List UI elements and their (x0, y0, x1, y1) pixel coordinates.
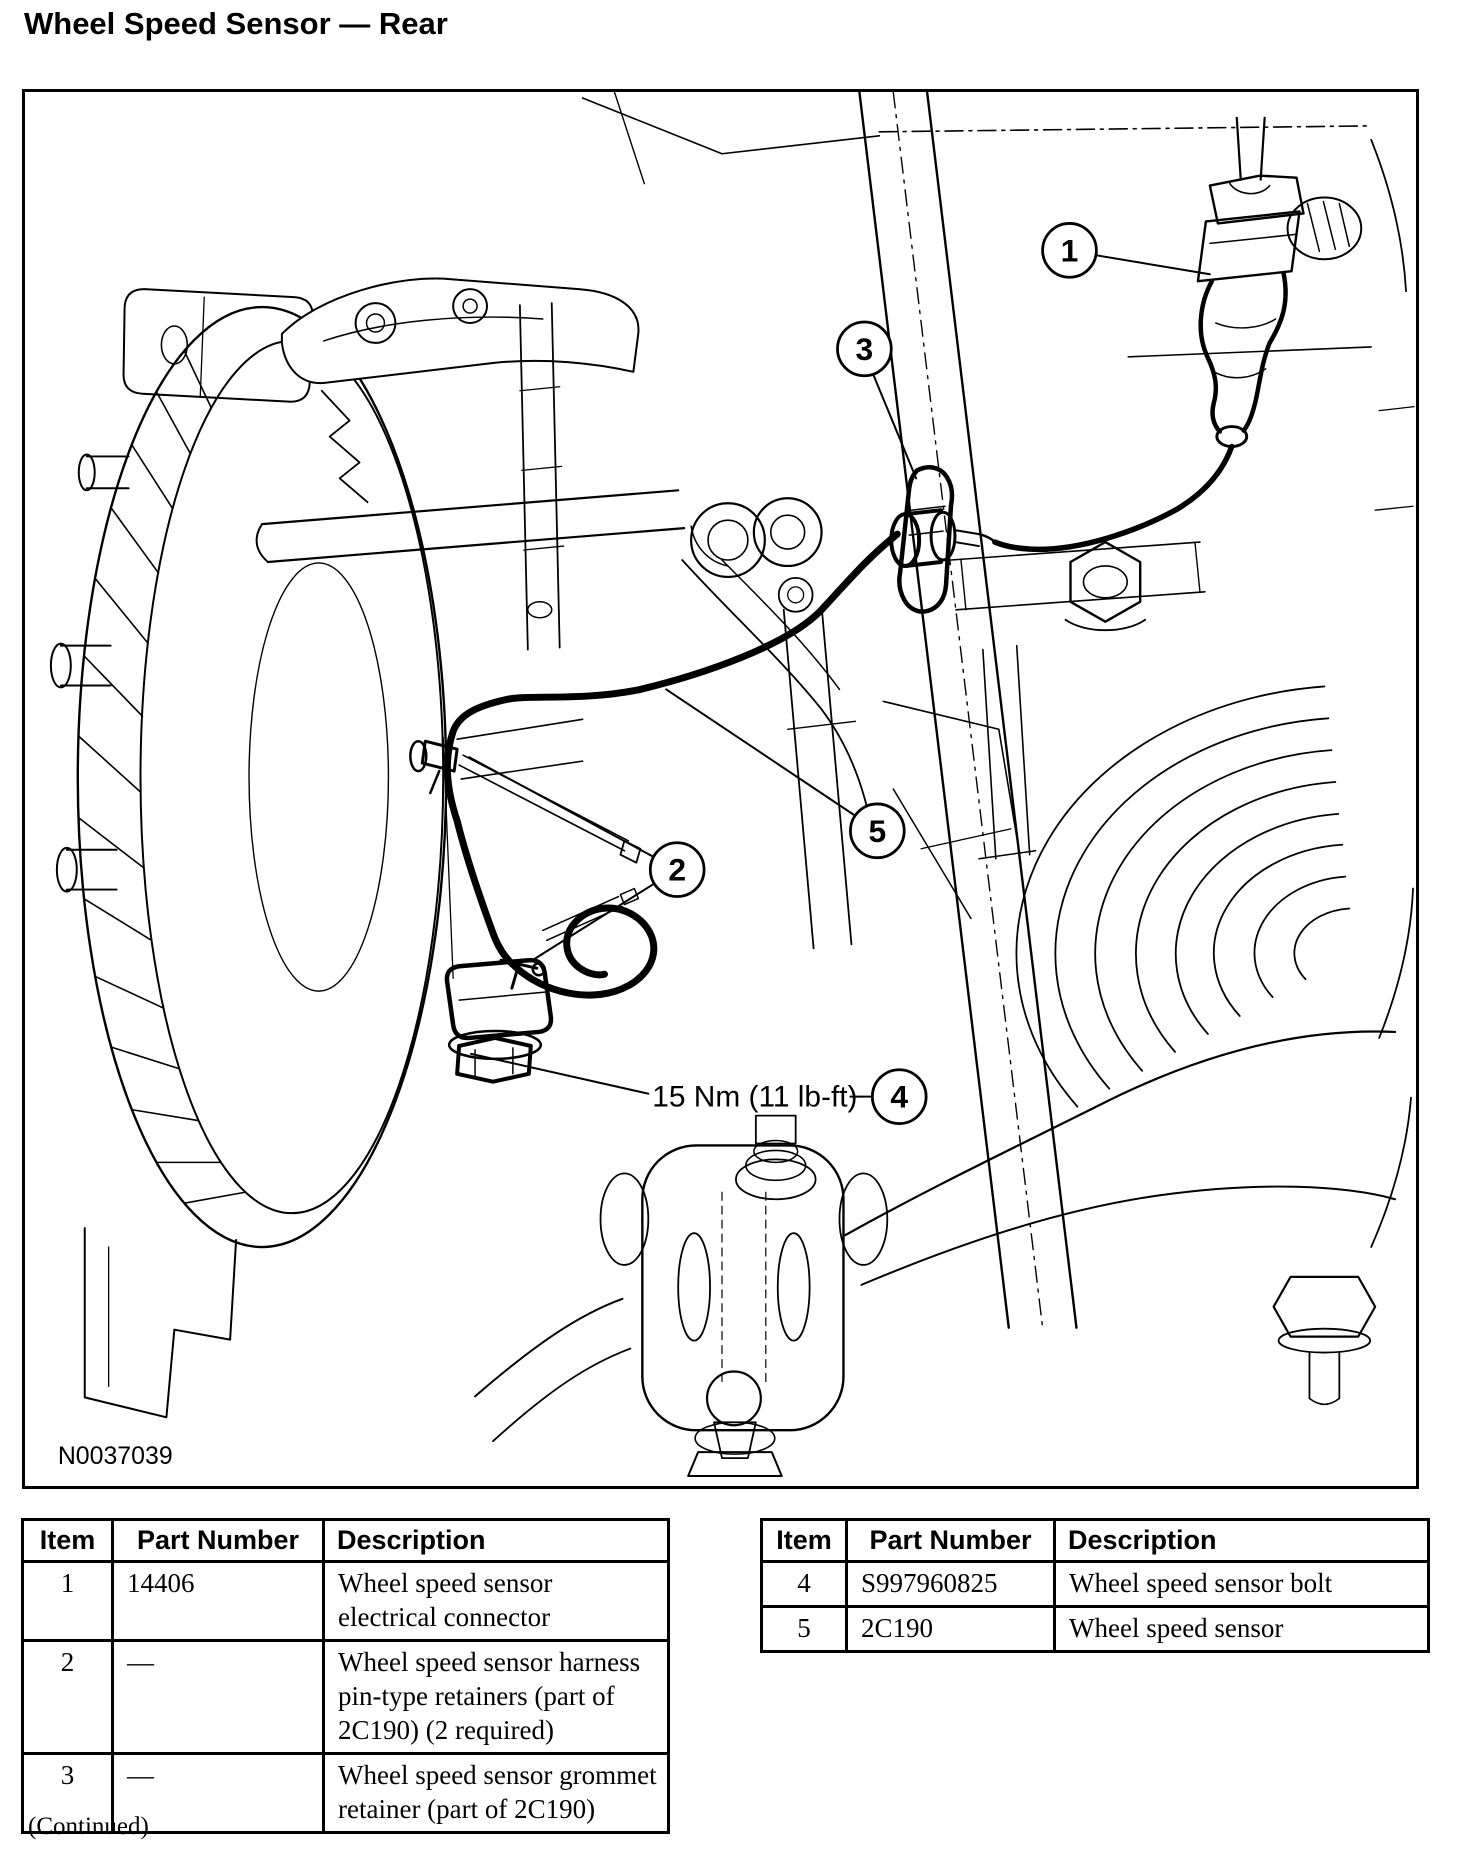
wheel-speed-sensor-harness (447, 467, 994, 995)
parts-table-left (21, 1518, 670, 1834)
cell-part-number: — (113, 1754, 324, 1833)
cell-part-number: 14406 (113, 1562, 324, 1641)
table-row (762, 1562, 1429, 1607)
table-row (762, 1607, 1429, 1652)
table-row (23, 1641, 669, 1754)
callout-4 (872, 1070, 926, 1124)
cell-description: Wheel speed sensor (1055, 1607, 1429, 1652)
header-item: Item (23, 1520, 113, 1562)
strut-and-spring (583, 92, 1414, 1328)
continued-note: (Continued) (28, 1813, 149, 1840)
callout-2 (650, 843, 704, 897)
lower-arm-assembly (475, 1031, 1395, 1476)
callout-5-label: 5 (868, 812, 887, 849)
table-header-row (23, 1520, 669, 1562)
diagram-frame (22, 89, 1419, 1489)
wheel-speed-sensor-connector (995, 118, 1361, 549)
cell-part-number: 2C190 (847, 1607, 1055, 1652)
cell-description: Wheel speed sensor bolt (1055, 1562, 1429, 1607)
callout-1-label: 1 (1060, 232, 1079, 269)
callout-1 (1043, 223, 1097, 277)
cell-part-number: S997960825 (847, 1562, 1055, 1607)
cell-item: 2 (23, 1641, 113, 1754)
knuckle-assembly (257, 278, 1205, 978)
brake-rotor (51, 289, 446, 1417)
technical-diagram (25, 92, 1416, 1486)
coil-spring (1016, 686, 1349, 1106)
torque-annotation: 15 Nm (11 lb-ft) (652, 1080, 858, 1114)
callout-2-label: 2 (668, 851, 687, 888)
callout-4-label: 4 (890, 1078, 909, 1115)
header-item: Item (762, 1520, 847, 1562)
cell-item: 5 (762, 1607, 847, 1652)
header-description: Description (324, 1520, 669, 1562)
figure-id: N0037039 (57, 1442, 173, 1471)
cell-description: Wheel speed sensor harness pin-type retainers (part of 2C190) (2 required) (324, 1641, 669, 1754)
cell-description: Wheel speed sensor electrical connector (324, 1562, 669, 1641)
header-part-number: Part Number (847, 1520, 1055, 1562)
table-row (23, 1562, 669, 1641)
callout-5 (850, 804, 904, 858)
grommet-retainer (899, 467, 952, 611)
cell-item: 4 (762, 1562, 847, 1607)
header-part-number: Part Number (113, 1520, 324, 1562)
cell-part-number: — (113, 1641, 324, 1754)
rotor-vents (79, 351, 245, 1203)
cell-description: Wheel speed sensor grommet retainer (part of 2C190) (324, 1754, 669, 1833)
callout-3 (837, 322, 891, 376)
page-title: Wheel Speed Sensor — Rear (24, 6, 448, 41)
header-description: Description (1055, 1520, 1429, 1562)
parts-table-right (760, 1518, 1430, 1653)
cell-item: 3 (23, 1754, 113, 1833)
sensor-cable (995, 446, 1232, 549)
table-header-row (762, 1520, 1429, 1562)
cell-item: 1 (23, 1562, 113, 1641)
callout-3-label: 3 (855, 330, 874, 367)
